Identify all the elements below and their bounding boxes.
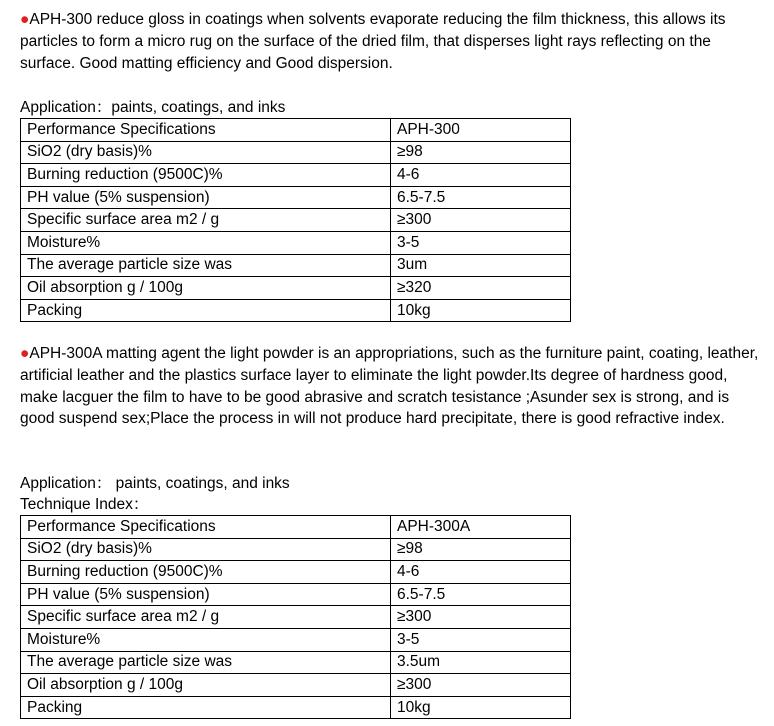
table-cell-value: 3-5 [391, 628, 571, 651]
aph300-description-text: APH-300 reduce gloss in coatings when solvents evaporate reducing the film thickness, this allows its particles to form a micro rug on the surface of the dried film, that disperses light rays reflecting on the surface. Good matting efficiency and Good dispersion. [20, 11, 726, 72]
table-header-cell: APH-300A [391, 516, 571, 539]
table-header-row [21, 516, 571, 539]
aph300a-spec-table [20, 515, 571, 719]
table-cell-value: 4-6 [391, 561, 571, 584]
table-cell-property: Burning reduction (9500C)% [21, 561, 391, 584]
table-cell-property: Burning reduction (9500C)% [21, 164, 391, 187]
table-cell-value: ≥98 [391, 538, 571, 561]
table-header-row [21, 119, 571, 142]
table-row [21, 141, 571, 164]
table-cell-property: Specific surface area m2 / g [21, 209, 391, 232]
table-row [21, 231, 571, 254]
table-row [21, 674, 571, 697]
table-cell-value: 3um [391, 254, 571, 277]
table-cell-value: ≥320 [391, 277, 571, 300]
table-cell-value: ≥98 [391, 141, 571, 164]
table-cell-property: Moisture% [21, 628, 391, 651]
table-cell-property: Packing [21, 299, 391, 322]
table-cell-property: Oil absorption g / 100g [21, 277, 391, 300]
technique-index-label: Technique Index： [20, 496, 149, 513]
aph300-application-label: Application：paints, coatings, and inks [20, 99, 286, 116]
aph300a-description [20, 343, 760, 430]
table-cell-value: 3-5 [391, 231, 571, 254]
table-cell-property: The average particle size was [21, 651, 391, 674]
table-cell-property: Packing [21, 696, 391, 719]
table-row [21, 628, 571, 651]
table-row [21, 538, 571, 561]
aph300a-description-text: APH-300A matting agent the light powder is an appropriations, such as the furniture paint, coating, leather, artificial leather and the plastics surface layer to eliminate the light powder.Its degree of hardness good, make lacguer the film to have to be good abrasive and scratch tesistance ;Asunder sex is strong, and is good suspend sex;Place the process in will not produce hard precipitate, there is good refractive index. [20, 345, 759, 428]
table-cell-value: 3.5um [391, 651, 571, 674]
table-row [21, 606, 571, 629]
table-row [21, 696, 571, 719]
table-row [21, 186, 571, 209]
table-cell-value: ≥300 [391, 606, 571, 629]
aph300-spec-table [20, 118, 571, 322]
table-cell-value: 4-6 [391, 164, 571, 187]
bullet-icon: ● [20, 345, 30, 362]
table-cell-value: ≥300 [391, 674, 571, 697]
table-row [21, 651, 571, 674]
table-cell-property: PH value (5% suspension) [21, 186, 391, 209]
table-row [21, 299, 571, 322]
table-cell-property: Oil absorption g / 100g [21, 674, 391, 697]
table-cell-property: SiO2 (dry basis)% [21, 538, 391, 561]
bullet-icon: ● [20, 11, 30, 28]
table-cell-property: The average particle size was [21, 254, 391, 277]
table-row [21, 254, 571, 277]
table-cell-value: ≥300 [391, 209, 571, 232]
table-cell-value: 10kg [391, 696, 571, 719]
aph300-description [20, 9, 760, 74]
table-cell-property: PH value (5% suspension) [21, 583, 391, 606]
table-cell-value: 6.5-7.5 [391, 186, 571, 209]
table-header-cell: Performance Specifications [21, 516, 391, 539]
table-cell-property: Moisture% [21, 231, 391, 254]
table-row [21, 209, 571, 232]
table-cell-value: 10kg [391, 299, 571, 322]
table-cell-property: Specific surface area m2 / g [21, 606, 391, 629]
table-row [21, 561, 571, 584]
table-row [21, 583, 571, 606]
table-header-cell: Performance Specifications [21, 119, 391, 142]
table-header-cell: APH-300 [391, 119, 571, 142]
table-row [21, 164, 571, 187]
aph300a-application-label: Application： paints, coatings, and inks [20, 475, 290, 492]
table-cell-property: SiO2 (dry basis)% [21, 141, 391, 164]
table-row [21, 277, 571, 300]
table-cell-value: 6.5-7.5 [391, 583, 571, 606]
